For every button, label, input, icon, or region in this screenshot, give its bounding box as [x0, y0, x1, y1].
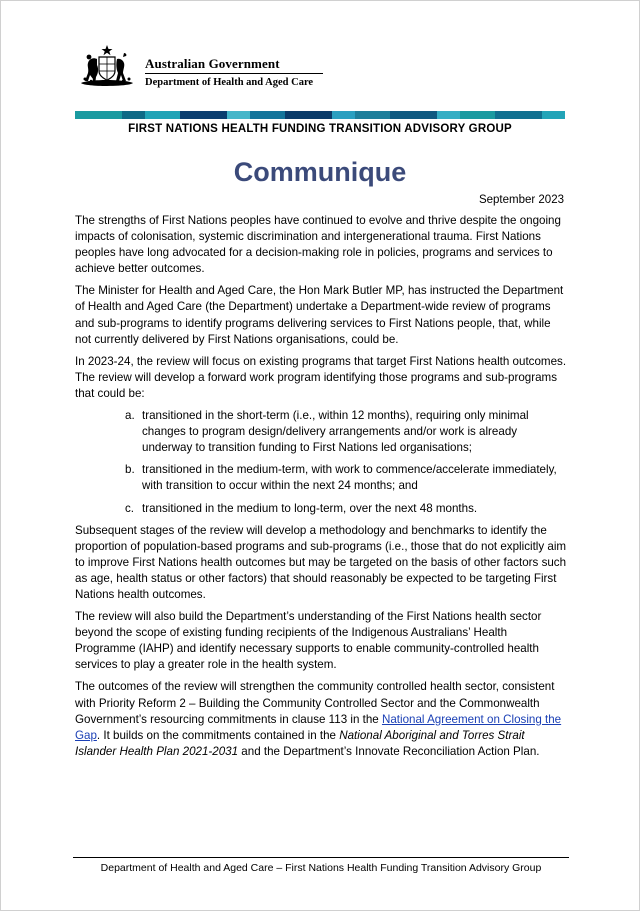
government-logo	[75, 43, 335, 93]
paragraph-sector-understanding: The review will also build the Department’s understanding of the First Nations health sector beyond the scope of existing funding recipients of the Indigenous Australians’ Health Programme (IAHP) and identify necessary supports to enable community-controlled health services to play a greater role in the health system.	[75, 610, 542, 672]
list-item	[75, 501, 567, 517]
health-plan-title: National Aboriginal and Torres Strait Islander Health Plan 2021-2031	[75, 728, 525, 758]
list-item	[75, 408, 567, 456]
transition-list	[75, 408, 567, 517]
list-marker: c.	[125, 501, 135, 515]
page-title: Communique	[233, 157, 407, 187]
header-color-bar	[75, 111, 565, 119]
color-bar-segment	[437, 111, 460, 119]
color-bar-segment	[542, 111, 565, 119]
color-bar-segment	[122, 111, 145, 119]
outcomes-text-middle: . It builds on the commitments contained in the	[96, 728, 340, 742]
publication-date: September 2023	[478, 194, 564, 206]
color-bar-segment	[355, 111, 390, 119]
color-bar-segment	[145, 111, 180, 119]
list-item-text: transitioned in the short-term (i.e., within 12 months), requiring only minimal changes to program design/delivery arrangements and/or work is already underway to transition funding to First Nations led organisations;	[142, 409, 529, 455]
closing-the-gap-link[interactable]: National Agreement on Closing the Gap	[75, 712, 562, 742]
outcomes-text-end: and the Department’s Innovate Reconciliation Action Plan.	[238, 744, 540, 758]
footer-divider	[73, 857, 569, 858]
list-marker: b.	[125, 463, 135, 477]
list-item-text: transitioned in the medium-term, with work to commence/accelerate immediately, with transition to occur within the next 24 months; and	[142, 463, 557, 493]
logo-divider	[145, 73, 323, 74]
color-bar-segment	[390, 111, 437, 119]
list-item	[75, 462, 567, 494]
color-bar-segment	[460, 111, 495, 119]
list-marker: a.	[125, 409, 135, 423]
list-item-text: transitioned in the medium to long-term, over the next 48 months.	[142, 501, 478, 515]
color-bar-segment	[75, 111, 122, 119]
color-bar-segment	[250, 111, 285, 119]
coat-of-arms-icon	[75, 43, 139, 91]
paragraph-review-focus: In 2023-24, the review will focus on existing programs that target First Nations health outcomes. The review will develop a forward work program identifying those programs and sub-programs that could be:	[75, 354, 567, 400]
communique-body	[75, 213, 567, 766]
government-name: Australian Government	[145, 56, 280, 71]
paragraph-intro: The strengths of First Nations peoples have continued to evolve and thrive despite the ongoing impacts of colonisation, systemic discrimination and intergenerational trauma. First Nations peoples have long advocated for a decision-making role in policies, programs and services to achieve better outcomes.	[75, 214, 561, 276]
color-bar-segment	[332, 111, 355, 119]
color-bar-segment	[495, 111, 542, 119]
outcomes-text-start: The outcomes of the review will strengthen the community controlled health sector, consistent with Priority Reform 2 – Building the Community Controlled Sector and the Commonwealth Government’s resourcing commitments in clause 113 in the	[75, 680, 555, 726]
color-bar-segment	[227, 111, 250, 119]
paragraph-subsequent-stages: Subsequent stages of the review will develop a methodology and benchmarks to identify the proportion of population-based programs and sub-programs (i.e., those that do not explicitly aim to improve First Nations health outcomes but may be targeted on the basis of other factors such as age, health status or other factors) that should reasonably be expected to be targeting First Nations health outcomes.	[75, 523, 567, 601]
color-bar-segment	[180, 111, 227, 119]
color-bar-segment	[285, 111, 332, 119]
department-name: Department of Health and Aged Care	[145, 77, 314, 88]
page-footer: Department of Health and Aged Care – First Nations Health Funding Transition Advisory Group	[100, 862, 542, 874]
advisory-group-title: FIRST NATIONS HEALTH FUNDING TRANSITION ADVISORY GROUP	[128, 123, 512, 135]
paragraph-outcomes	[75, 679, 567, 759]
paragraph-minister: The Minister for Health and Aged Care, the Hon Mark Butler MP, has instructed the Department of Health and Aged Care (the Department) undertake a Department-wide review of programs and sub-programs to identify programs delivering services to First Nations people, that, while not currently delivered by First Nations organisations, could be.	[75, 284, 564, 346]
